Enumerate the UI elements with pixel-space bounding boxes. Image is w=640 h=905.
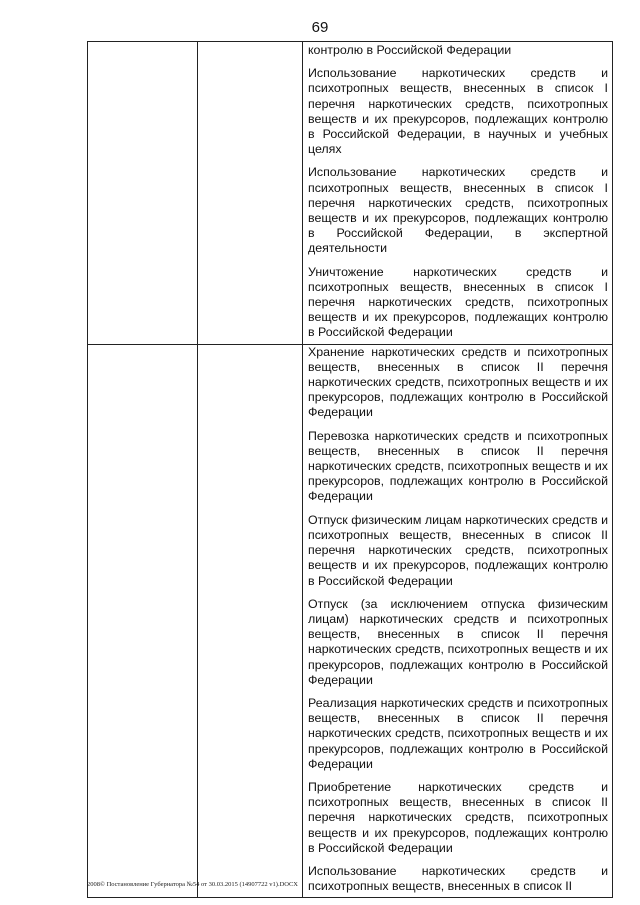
activity-entry: Использование наркотических средств и психотропных веществ, внесенных в список I перечня наркотических средств, психотропных веществ и их прекурсоров, подлежащих контролю в Российской Федерации, в научных и учебных целях [308, 66, 608, 157]
document-footer: 2008© Постановление Губернатора №54 от 30.03.2015 (14907722 v1).DOCX [87, 881, 298, 888]
table-row [88, 42, 613, 345]
activity-entry: Использование наркотических средств и психотропных веществ, внесенных в список I перечня наркотических средств, психотропных веществ и их прекурсоров, подлежащих контролю в Российской Федерации, в экспертной деятельности [308, 165, 608, 256]
activity-table [87, 41, 613, 898]
activity-entry: Уничтожение наркотических средств и психотропных веществ, внесенных в список I перечня наркотических средств, психотропных веществ и их прекурсоров, подлежащих контролю в Российской Федерации [308, 264, 608, 340]
activity-list-cell [303, 42, 613, 345]
activity-entry: Реализация наркотических средств и психотропных веществ, внесенных в список II перечня наркотических средств, психотропных веществ и их прекурсоров, подлежащих контролю в Российской Федерации [308, 695, 608, 771]
table-cell-empty [198, 42, 303, 345]
activity-entry: Хранение наркотических средств и психотропных веществ, внесенных в список II перечня наркотических средств, психотропных веществ и их прекурсоров, подлежащих контролю в Российской Федерации [308, 344, 608, 420]
activity-entry: Отпуск (за исключением отпуска физическим лицам) наркотических средств и психотропных веществ, внесенных в список II перечня наркотических средств, психотропных веществ и их прекурсоров, подлежащих контролю в Российской Федерации [308, 596, 608, 687]
table-cell-empty [88, 344, 198, 898]
activity-entry: Приобретение наркотических средств и психотропных веществ, внесенных в список II перечня наркотических средств, психотропных веществ и их прекурсоров, подлежащих контролю в Российской Федерации [308, 779, 608, 855]
page-number: 69 [311, 19, 329, 36]
table-cell-empty [198, 344, 303, 898]
activity-list-cell [303, 344, 613, 898]
activity-entry: Использование наркотических средств и психотропных веществ, внесенных в список II [308, 863, 608, 894]
table-cell-empty [88, 42, 198, 345]
activity-entry: Перевозка наркотических средств и психотропных веществ, внесенных в список II перечня наркотических средств, психотропных веществ и их прекурсоров, подлежащих контролю в Российской Федерации [308, 428, 608, 504]
activity-entry: Отпуск физическим лицам наркотических средств и психотропных веществ, внесенных в список II перечня наркотических средств, психотропных веществ и их прекурсоров, подлежащих контролю в Российской Федерации [308, 512, 608, 588]
table-row [88, 344, 613, 898]
activity-entry: контролю в Российской Федерации [308, 43, 512, 57]
